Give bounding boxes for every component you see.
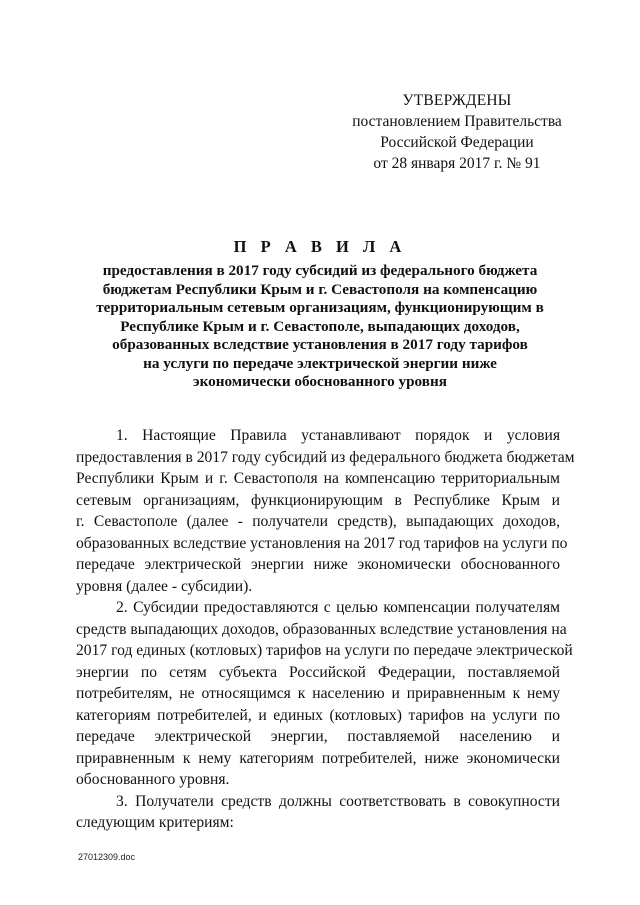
subtitle-line: бюджетам Республики Крым и г. Севастополя на компенсацию <box>102 280 538 298</box>
subtitle-line: предоставления в 2017 году субсидий из федерального бюджета <box>102 262 538 279</box>
subtitle-line: территориальным сетевым организациям, функционирующим в <box>96 299 544 316</box>
paragraph-line: 3. Получатели средств должны соответствовать в совокупности <box>116 792 560 810</box>
paragraph-line: средств выпадающих доходов, образованных вследствие установления на <box>76 620 567 638</box>
approval-title: УТВЕРЖДЕНЫ <box>402 92 512 109</box>
subtitle-line: экономически обоснованного уровня <box>193 373 447 390</box>
subtitle-line: на услуги по передаче электрической энергии ниже <box>143 354 497 372</box>
paragraph-line: сетевым организациям, функционирующим в Республике Крым и <box>76 491 560 509</box>
paragraph-line: следующим критериям: <box>76 814 234 831</box>
paragraph-line: обоснованного уровня. <box>76 771 230 788</box>
paragraph-line: 1. Настоящие Правила устанавливают порядок и условия <box>116 427 560 444</box>
paragraph-1 <box>76 425 575 597</box>
paragraph-line: Республики Крым и г. Севастополя на компенсацию территориальным <box>76 470 560 487</box>
paragraph-line: энергии по сетям субъекта Российской Федерации, поставляемой <box>76 663 560 681</box>
document-body <box>76 425 575 834</box>
approval-date-number: от 28 января 2017 г. № 91 <box>373 155 541 172</box>
approval-line: постановлением Правительства <box>352 113 562 130</box>
paragraph-line: передаче электрической энергии, поставляемой населению и <box>76 728 560 745</box>
paragraph-line: образованных вследствие установления на 2017 год тарифов на услуги по <box>76 534 568 552</box>
paragraph-line: предоставления в 2017 году субсидий из федерального бюджета бюджетам <box>76 448 575 466</box>
paragraph-line: г. Севастополе (далее - получатели средств), выпадающих доходов, <box>76 513 560 530</box>
paragraph-line: 2017 год единых (котловых) тарифов на услуги по передаче электрической <box>76 642 573 659</box>
approval-line: Российской Федерации <box>380 134 534 151</box>
paragraph-line: 2. Субсидии предоставляются с целью компенсации получателям <box>116 599 560 616</box>
paragraph-2 <box>76 597 573 791</box>
subtitle-line: образованных вследствие установления в 2017 году тарифов <box>112 336 528 353</box>
document-subtitle <box>80 262 560 392</box>
subtitle-line: Республике Крым и г. Севастополе, выпадающих доходов, <box>120 317 520 335</box>
paragraph-line: категориям потребителей, и единых (котловых) тарифов на услуги по <box>76 706 560 724</box>
approval-block <box>342 90 572 174</box>
footer-filename: 27012309.doc <box>78 852 136 862</box>
paragraph-line: передаче электрической энергии ниже экономически обоснованного <box>76 556 560 573</box>
document-title: П Р А В И Л А <box>233 237 407 256</box>
paragraph-line: приравненным к нему категориям потребителей, ниже экономически <box>76 749 560 767</box>
paragraph-3 <box>76 791 560 834</box>
paragraph-line: потребителям, не относящимся к населению и приравненным к нему <box>76 685 560 702</box>
paragraph-line: уровня (далее - субсидии). <box>76 577 253 595</box>
